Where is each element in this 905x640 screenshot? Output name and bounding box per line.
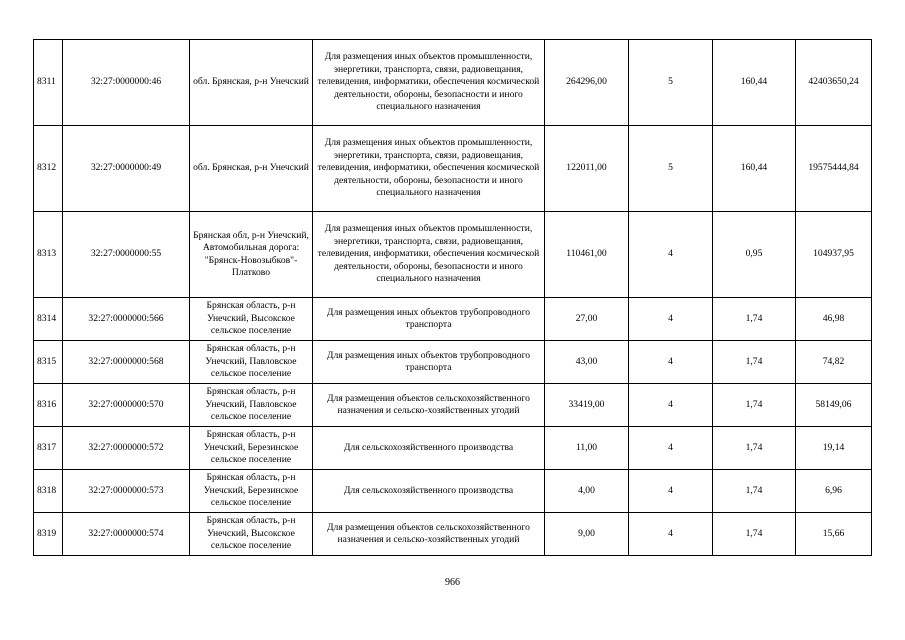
rate-cell: 0,95: [713, 212, 796, 298]
cadastral-number-cell: 32:27:0000000:573: [63, 470, 190, 513]
rate-cell: 1,74: [713, 513, 796, 556]
cadastral-value-cell: 104937,95: [796, 212, 872, 298]
address-cell: Брянская область, р-н Унечский, Березинское сельское поселение: [190, 470, 313, 513]
group-cell: 4: [629, 341, 713, 384]
table-row: [34, 384, 872, 427]
cadastral-table: [33, 39, 872, 556]
land-use-cell: Для размещения иных объектов трубопроводного транспорта: [313, 341, 545, 384]
row-number-cell: 8311: [34, 40, 63, 126]
cadastral-value-cell: 42403650,24: [796, 40, 872, 126]
area-cell: 122011,00: [545, 126, 629, 212]
address-cell: Брянская область, р-н Унечский, Березинское сельское поселение: [190, 427, 313, 470]
land-use-cell: Для сельскохозяйственного производства: [313, 427, 545, 470]
cadastral-value-cell: 74,82: [796, 341, 872, 384]
area-cell: 43,00: [545, 341, 629, 384]
address-cell: Брянская обл, р-н Унечский, Автомобильная дорога: "Брянск-Новозыбков"-Платково: [190, 212, 313, 298]
row-number-cell: 8312: [34, 126, 63, 212]
area-cell: 9,00: [545, 513, 629, 556]
group-cell: 4: [629, 513, 713, 556]
page-number: 966: [445, 577, 460, 588]
area-cell: 27,00: [545, 298, 629, 341]
rate-cell: 1,74: [713, 384, 796, 427]
land-use-cell: Для размещения объектов сельскохозяйственного назначения и сельско-хозяйственных угодий: [313, 513, 545, 556]
group-cell: 4: [629, 384, 713, 427]
address-cell: Брянская область, р-н Унечский, Павловское сельское поселение: [190, 384, 313, 427]
group-cell: 5: [629, 126, 713, 212]
land-use-cell: Для размещения объектов сельскохозяйственного назначения и сельско-хозяйственных угодий: [313, 384, 545, 427]
cadastral-number-cell: 32:27:0000000:46: [63, 40, 190, 126]
table-row: [34, 212, 872, 298]
land-use-cell: Для размещения иных объектов промышленности, энергетики, транспорта, связи, радиовещания, телевидения, информатики, обеспечения космической деятельности, обороны, безопасности и иного специального назначения: [313, 212, 545, 298]
area-cell: 33419,00: [545, 384, 629, 427]
rate-cell: 1,74: [713, 427, 796, 470]
cadastral-value-cell: 19,14: [796, 427, 872, 470]
cadastral-number-cell: 32:27:0000000:570: [63, 384, 190, 427]
area-cell: 11,00: [545, 427, 629, 470]
rate-cell: 160,44: [713, 126, 796, 212]
cadastral-number-cell: 32:27:0000000:55: [63, 212, 190, 298]
address-cell: обл. Брянская, р-н Унечский: [190, 40, 313, 126]
group-cell: 4: [629, 427, 713, 470]
cadastral-number-cell: 32:27:0000000:566: [63, 298, 190, 341]
cadastral-value-cell: 58149,06: [796, 384, 872, 427]
table-row: [34, 40, 872, 126]
row-number-cell: 8319: [34, 513, 63, 556]
cadastral-number-cell: 32:27:0000000:572: [63, 427, 190, 470]
cadastral-number-cell: 32:27:0000000:568: [63, 341, 190, 384]
row-number-cell: 8316: [34, 384, 63, 427]
address-cell: Брянская область, р-н Унечский, Высокское сельское поселение: [190, 513, 313, 556]
row-number-cell: 8317: [34, 427, 63, 470]
area-cell: 264296,00: [545, 40, 629, 126]
cadastral-number-cell: 32:27:0000000:574: [63, 513, 190, 556]
rate-cell: 1,74: [713, 341, 796, 384]
land-use-cell: Для размещения иных объектов промышленности, энергетики, транспорта, связи, радиовещания, телевидения, информатики, обеспечения космической деятельности, обороны, безопасности и иного специального назначения: [313, 126, 545, 212]
table-row: [34, 513, 872, 556]
table-row: [34, 126, 872, 212]
table-row: [34, 470, 872, 513]
address-cell: Брянская область, р-н Унечский, Павловское сельское поселение: [190, 341, 313, 384]
cadastral-value-cell: 6,96: [796, 470, 872, 513]
row-number-cell: 8313: [34, 212, 63, 298]
cadastral-number-cell: 32:27:0000000:49: [63, 126, 190, 212]
table-row: [34, 298, 872, 341]
rate-cell: 1,74: [713, 298, 796, 341]
rate-cell: 160,44: [713, 40, 796, 126]
land-use-cell: Для сельскохозяйственного производства: [313, 470, 545, 513]
row-number-cell: 8318: [34, 470, 63, 513]
area-cell: 110461,00: [545, 212, 629, 298]
row-number-cell: 8315: [34, 341, 63, 384]
cadastral-value-cell: 15,66: [796, 513, 872, 556]
cadastral-value-cell: 19575444,84: [796, 126, 872, 212]
land-use-cell: Для размещения иных объектов промышленности, энергетики, транспорта, связи, радиовещания, телевидения, информатики, обеспечения космической деятельности, обороны, безопасности и иного специального назначения: [313, 40, 545, 126]
land-use-cell: Для размещения иных объектов трубопроводного транспорта: [313, 298, 545, 341]
table-row: [34, 341, 872, 384]
table-row: [34, 427, 872, 470]
group-cell: 4: [629, 470, 713, 513]
row-number-cell: 8314: [34, 298, 63, 341]
area-cell: 4,00: [545, 470, 629, 513]
rate-cell: 1,74: [713, 470, 796, 513]
group-cell: 4: [629, 212, 713, 298]
group-cell: 4: [629, 298, 713, 341]
cadastral-value-cell: 46,98: [796, 298, 872, 341]
address-cell: обл. Брянская, р-н Унечский: [190, 126, 313, 212]
address-cell: Брянская область, р-н Унечский, Высокское сельское поселение: [190, 298, 313, 341]
group-cell: 5: [629, 40, 713, 126]
